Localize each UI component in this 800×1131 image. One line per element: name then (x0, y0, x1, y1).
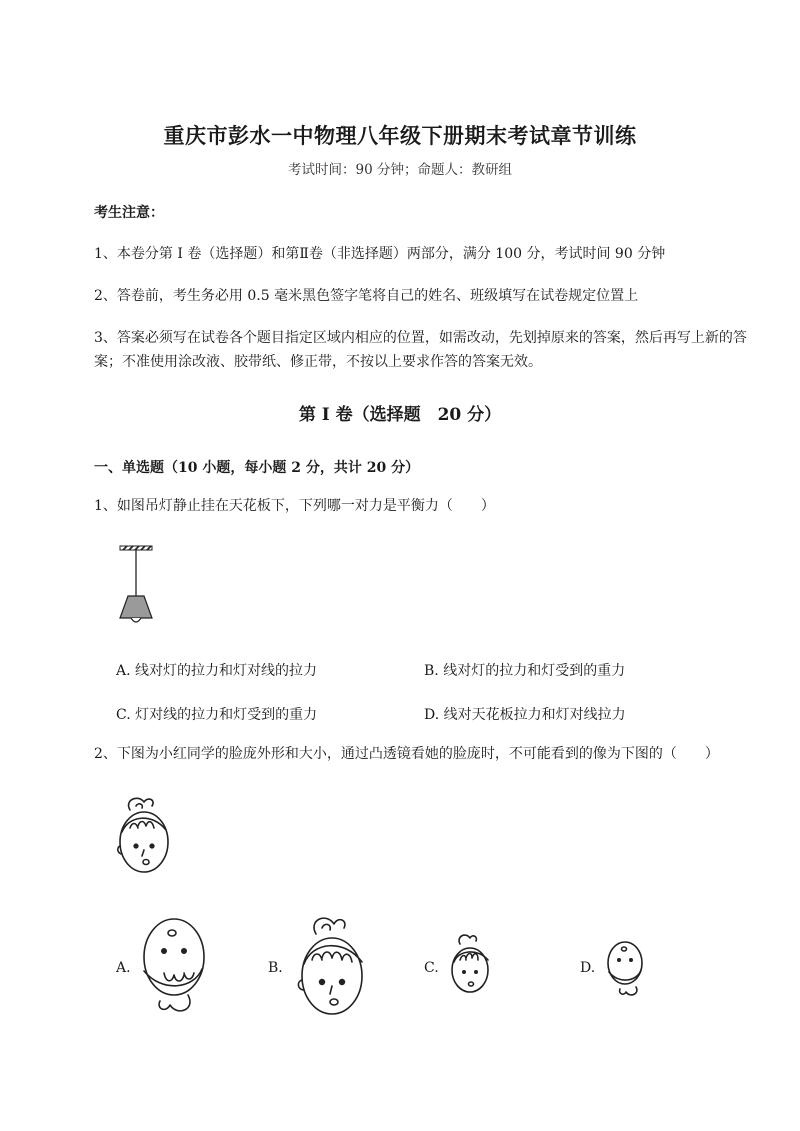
pendant-lamp-figure (110, 540, 170, 630)
question-1-option-d[interactable]: D. 线对天花板拉力和灯对线拉力 (424, 707, 626, 723)
lamp-bulb-icon (131, 618, 141, 622)
question-1-option-c[interactable]: C. 灯对线的拉力和灯受到的重力 (116, 707, 318, 723)
exam-subtitle: 考试时间：90 分钟；命题人：教研组 (288, 162, 512, 178)
question-1-option-a[interactable]: A. 线对灯的拉力和灯对线的拉力 (116, 663, 318, 679)
original-face-icon (108, 792, 188, 882)
ceiling-icon (120, 546, 152, 550)
part-heading: 一、单选题（10 小题，每小题 2 分，共计 20 分） (94, 460, 420, 476)
notice-heading: 考生注意： (94, 205, 164, 221)
image-option-d-icon[interactable] (600, 935, 650, 997)
lamp-shade-icon (120, 596, 152, 618)
section-title: 第 I 卷（选择题 20 分） (298, 405, 502, 425)
question-2-label-b[interactable]: B. (268, 960, 283, 976)
question-2-stem: 2、下图为小红同学的脸庞外形和大小，通过凸透镜看她的脸庞时，不可能看到的像为下图的（ ） (94, 746, 719, 762)
question-2-label-d[interactable]: D. (580, 960, 596, 976)
question-2-label-c[interactable]: C. (424, 960, 439, 976)
image-option-c-icon[interactable] (444, 932, 500, 998)
question-2-label-a[interactable]: A. (116, 960, 131, 976)
question-1-option-b[interactable]: B. 线对灯的拉力和灯受到的重力 (424, 663, 626, 679)
image-option-b-icon[interactable] (290, 912, 380, 1027)
notice-item-1: 1、本卷分第 I 卷（选择题）和第Ⅱ卷（非选择题）两部分，满分 100 分，考试时间 90 分钟 (94, 246, 666, 262)
image-option-a-icon[interactable] (134, 905, 214, 1015)
exam-title: 重庆市彭水一中物理八年级下册期末考试章节训练 (163, 123, 637, 148)
notice-item-2: 2、答卷前，考生务必用 0.5 毫米黑色签字笔将自己的姓名、班级填写在试卷规定位置上 (94, 288, 639, 304)
notice-item-3: 3、答案必须写在试卷各个题目指定区域内相应的位置，如需改动，先划掉原来的答案，然后再写上新的答案；不准使用涂改液、胶带纸、修正带，不按以上要求作答的答案无效。 (94, 330, 747, 370)
question-1-stem: 1、如图吊灯静止挂在天花板下，下列哪一对力是平衡力（ ） (94, 498, 495, 514)
